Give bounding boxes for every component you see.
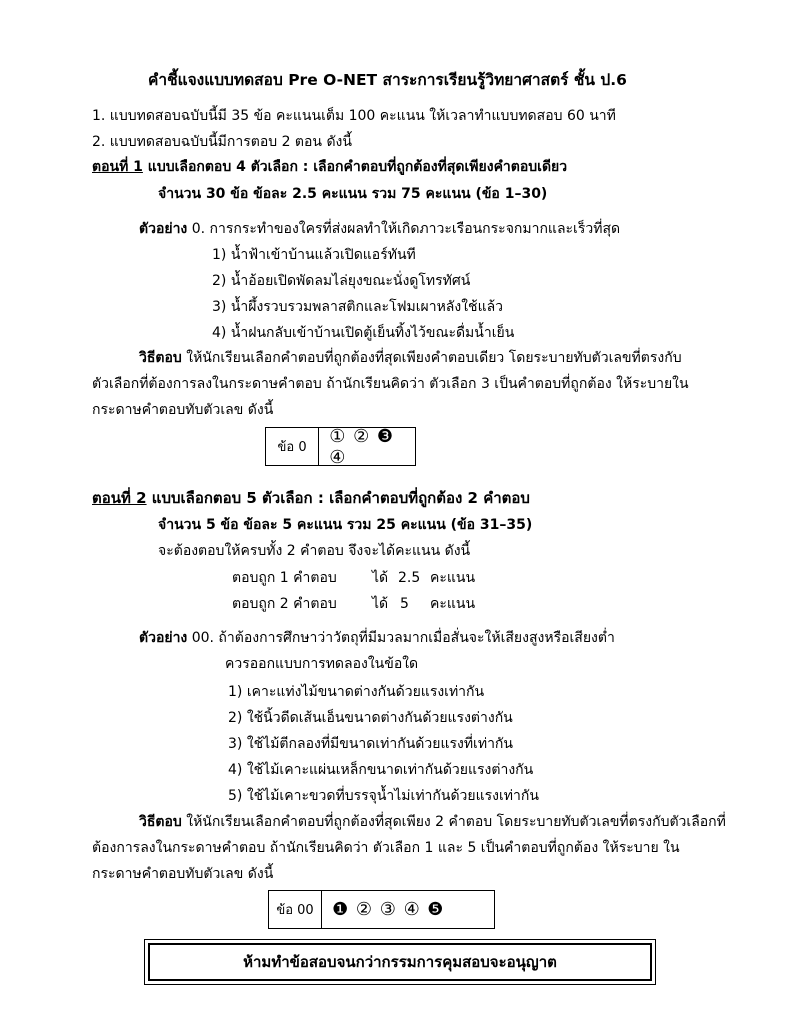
part2-subheading: จำนวน 5 ข้อ ข้อละ 5 คะแนน รวม 25 คะแนน (ข้อ 31–35) — [158, 517, 533, 533]
part1-method-line-1 — [139, 349, 682, 367]
page-title: คำชี้แจงแบบทดสอบ Pre O-NET สาระการเรียนรู้วิทยาศาสตร์ ชั้น ป.6 — [148, 71, 627, 89]
part1-method-text-1: ให้นักเรียนเลือกคำตอบที่ถูกต้องที่สุดเพียงคำตอบเดียว โดยระบายทับตัวเลขที่ตรงกับ — [181, 350, 682, 366]
score-row-2-unit: คะแนน — [430, 596, 476, 612]
part2-example-question-line-2: ควรออกแบบการทดลองในข้อใด — [225, 656, 419, 672]
part1-heading — [92, 158, 567, 176]
part1-example-question — [139, 220, 620, 238]
part2-example-text: 00. ถ้าต้องการศึกษาว่าวัตถุที่มีมวลมากเมื่อสั่นจะให้เสียงสูงหรือเสียงต่ำ — [187, 630, 615, 646]
part1-choice-4: 4) น้ำฝนกลับเข้าบ้านเปิดตู้เย็นทิ้งไว้ขณะดื่มน้ำเย็น — [212, 325, 515, 341]
part2-choice-1: 1) เคาะแท่งไม้ขนาดต่างกันด้วยแรงเท่ากัน — [228, 684, 485, 700]
part2-method-label: วิธีตอบ — [139, 814, 182, 830]
part2-example-label: ตัวอย่าง — [139, 630, 188, 646]
score-row-2-case: ตอบถูก 2 คำตอบ — [232, 596, 337, 612]
part1-example-text: 0. การกระทำของใครที่ส่งผลทำให้เกิดภาวะเรือนกระจกมากและเร็วที่สุด — [187, 221, 621, 237]
part1-choice-1: 1) น้ำฟ้าเข้าบ้านแล้วเปิดแอร์ทันที — [212, 247, 416, 263]
part2-method-line-1 — [139, 813, 726, 831]
part2-example-question — [139, 629, 615, 647]
part2-heading-text: แบบเลือกตอบ 5 ตัวเลือก : เลือกคำตอบที่ถูกต้อง 2 คำตอบ — [146, 489, 530, 507]
part2-label: ตอนที่ 2 — [92, 489, 147, 507]
part1-method-label: วิธีตอบ — [139, 350, 182, 366]
part1-method-line-3: กระดาษคำตอบทับตัวเลข ดังนี้ — [92, 402, 274, 418]
part2-choice-2: 2) ใช้นิ้วดีดเส้นเอ็นขนาดต่างกันด้วยแรงต่างกัน — [228, 710, 513, 726]
warning-box — [144, 939, 656, 985]
part1-method-line-2: ตัวเลือกที่ต้องการลงในกระดาษคำตอบ ถ้านักเรียนคิดว่า ตัวเลือก 3 เป็นคำตอบที่ถูกต้อง ให้ระบายใน — [92, 376, 689, 392]
score-row-2-got: ได้ — [372, 596, 389, 612]
instruction-1: 1. แบบทดสอบฉบับนี้มี 35 ข้อ คะแนนเต็ม 100 คะแนน ให้เวลาทำแบบทดสอบ 60 นาที — [92, 108, 616, 124]
part2-method-line-2: ต้องการลงในกระดาษคำตอบ ถ้านักเรียนคิดว่า ตัวเลือก 1 และ 5 เป็นคำตอบที่ถูกต้อง ให้ระบาย ใน — [92, 840, 680, 856]
part1-choice-3: 3) น้ำผึ้งรวบรวมพลาสติกและโฟมเผาหลังใช้แล้ว — [212, 299, 504, 315]
part1-subheading: จำนวน 30 ข้อ ข้อละ 2.5 คะแนน รวม 75 คะแนน (ข้อ 1–30) — [158, 186, 548, 202]
instruction-2: 2. แบบทดสอบฉบับนี้มีการตอบ 2 ตอน ดังนี้ — [92, 134, 352, 150]
part1-answer-bubbles: ① ② ❸ ④ — [329, 425, 395, 468]
part2-note: จะต้องตอบให้ครบทั้ง 2 คำตอบ จึงจะได้คะแนน ดังนี้ — [158, 543, 471, 559]
part1-example-label: ตัวอย่าง — [139, 221, 188, 237]
part2-method-text-1: ให้นักเรียนเลือกคำตอบที่ถูกต้องที่สุดเพียง 2 คำตอบ โดยระบายทับตัวเลขที่ตรงกับตัวเลือกที่ — [181, 814, 726, 830]
part2-method-line-3: กระดาษคำตอบทับตัวเลข ดังนี้ — [92, 866, 274, 882]
warning-text: ห้ามทำข้อสอบจนกว่ากรรมการคุมสอบจะอนุญาต — [148, 943, 652, 981]
part2-choice-4: 4) ใช้ไม้เคาะแผ่นเหล็กขนาดเท่ากันด้วยแรงต่างกัน — [228, 762, 534, 778]
part2-answer-bubbles: ❶ ② ③ ④ ❺ — [332, 899, 445, 920]
part1-answer-label: ข้อ 0 — [266, 428, 319, 465]
score-row-1-unit: คะแนน — [430, 570, 476, 586]
part1-heading-text: แบบเลือกตอบ 4 ตัวเลือก : เลือกคำตอบที่ถูกต้องที่สุดเพียงคำตอบเดียว — [142, 159, 568, 175]
part2-heading — [92, 489, 530, 507]
part1-choice-2: 2) น้ำอ้อยเปิดพัดลมไล่ยุงขณะนั่งดูโทรทัศน์ — [212, 273, 471, 289]
part2-answer-label: ข้อ 00 — [269, 891, 322, 928]
score-row-1-points: 2.5 — [398, 570, 421, 586]
part2-answer-example-box — [268, 890, 495, 929]
part2-choice-5: 5) ใช้ไม้เคาะขวดที่บรรจุน้ำไม่เท่ากันด้วยแรงเท่ากัน — [228, 788, 539, 804]
score-row-1-got: ได้ — [372, 570, 389, 586]
score-row-1-case: ตอบถูก 1 คำตอบ — [232, 570, 337, 586]
part1-answer-example-box — [265, 427, 416, 466]
score-row-2-points: 5 — [400, 596, 409, 612]
part1-label: ตอนที่ 1 — [92, 159, 143, 175]
part2-choice-3: 3) ใช้ไม้ตีกลองที่มีขนาดเท่ากันด้วยแรงที่เท่ากัน — [228, 736, 513, 752]
